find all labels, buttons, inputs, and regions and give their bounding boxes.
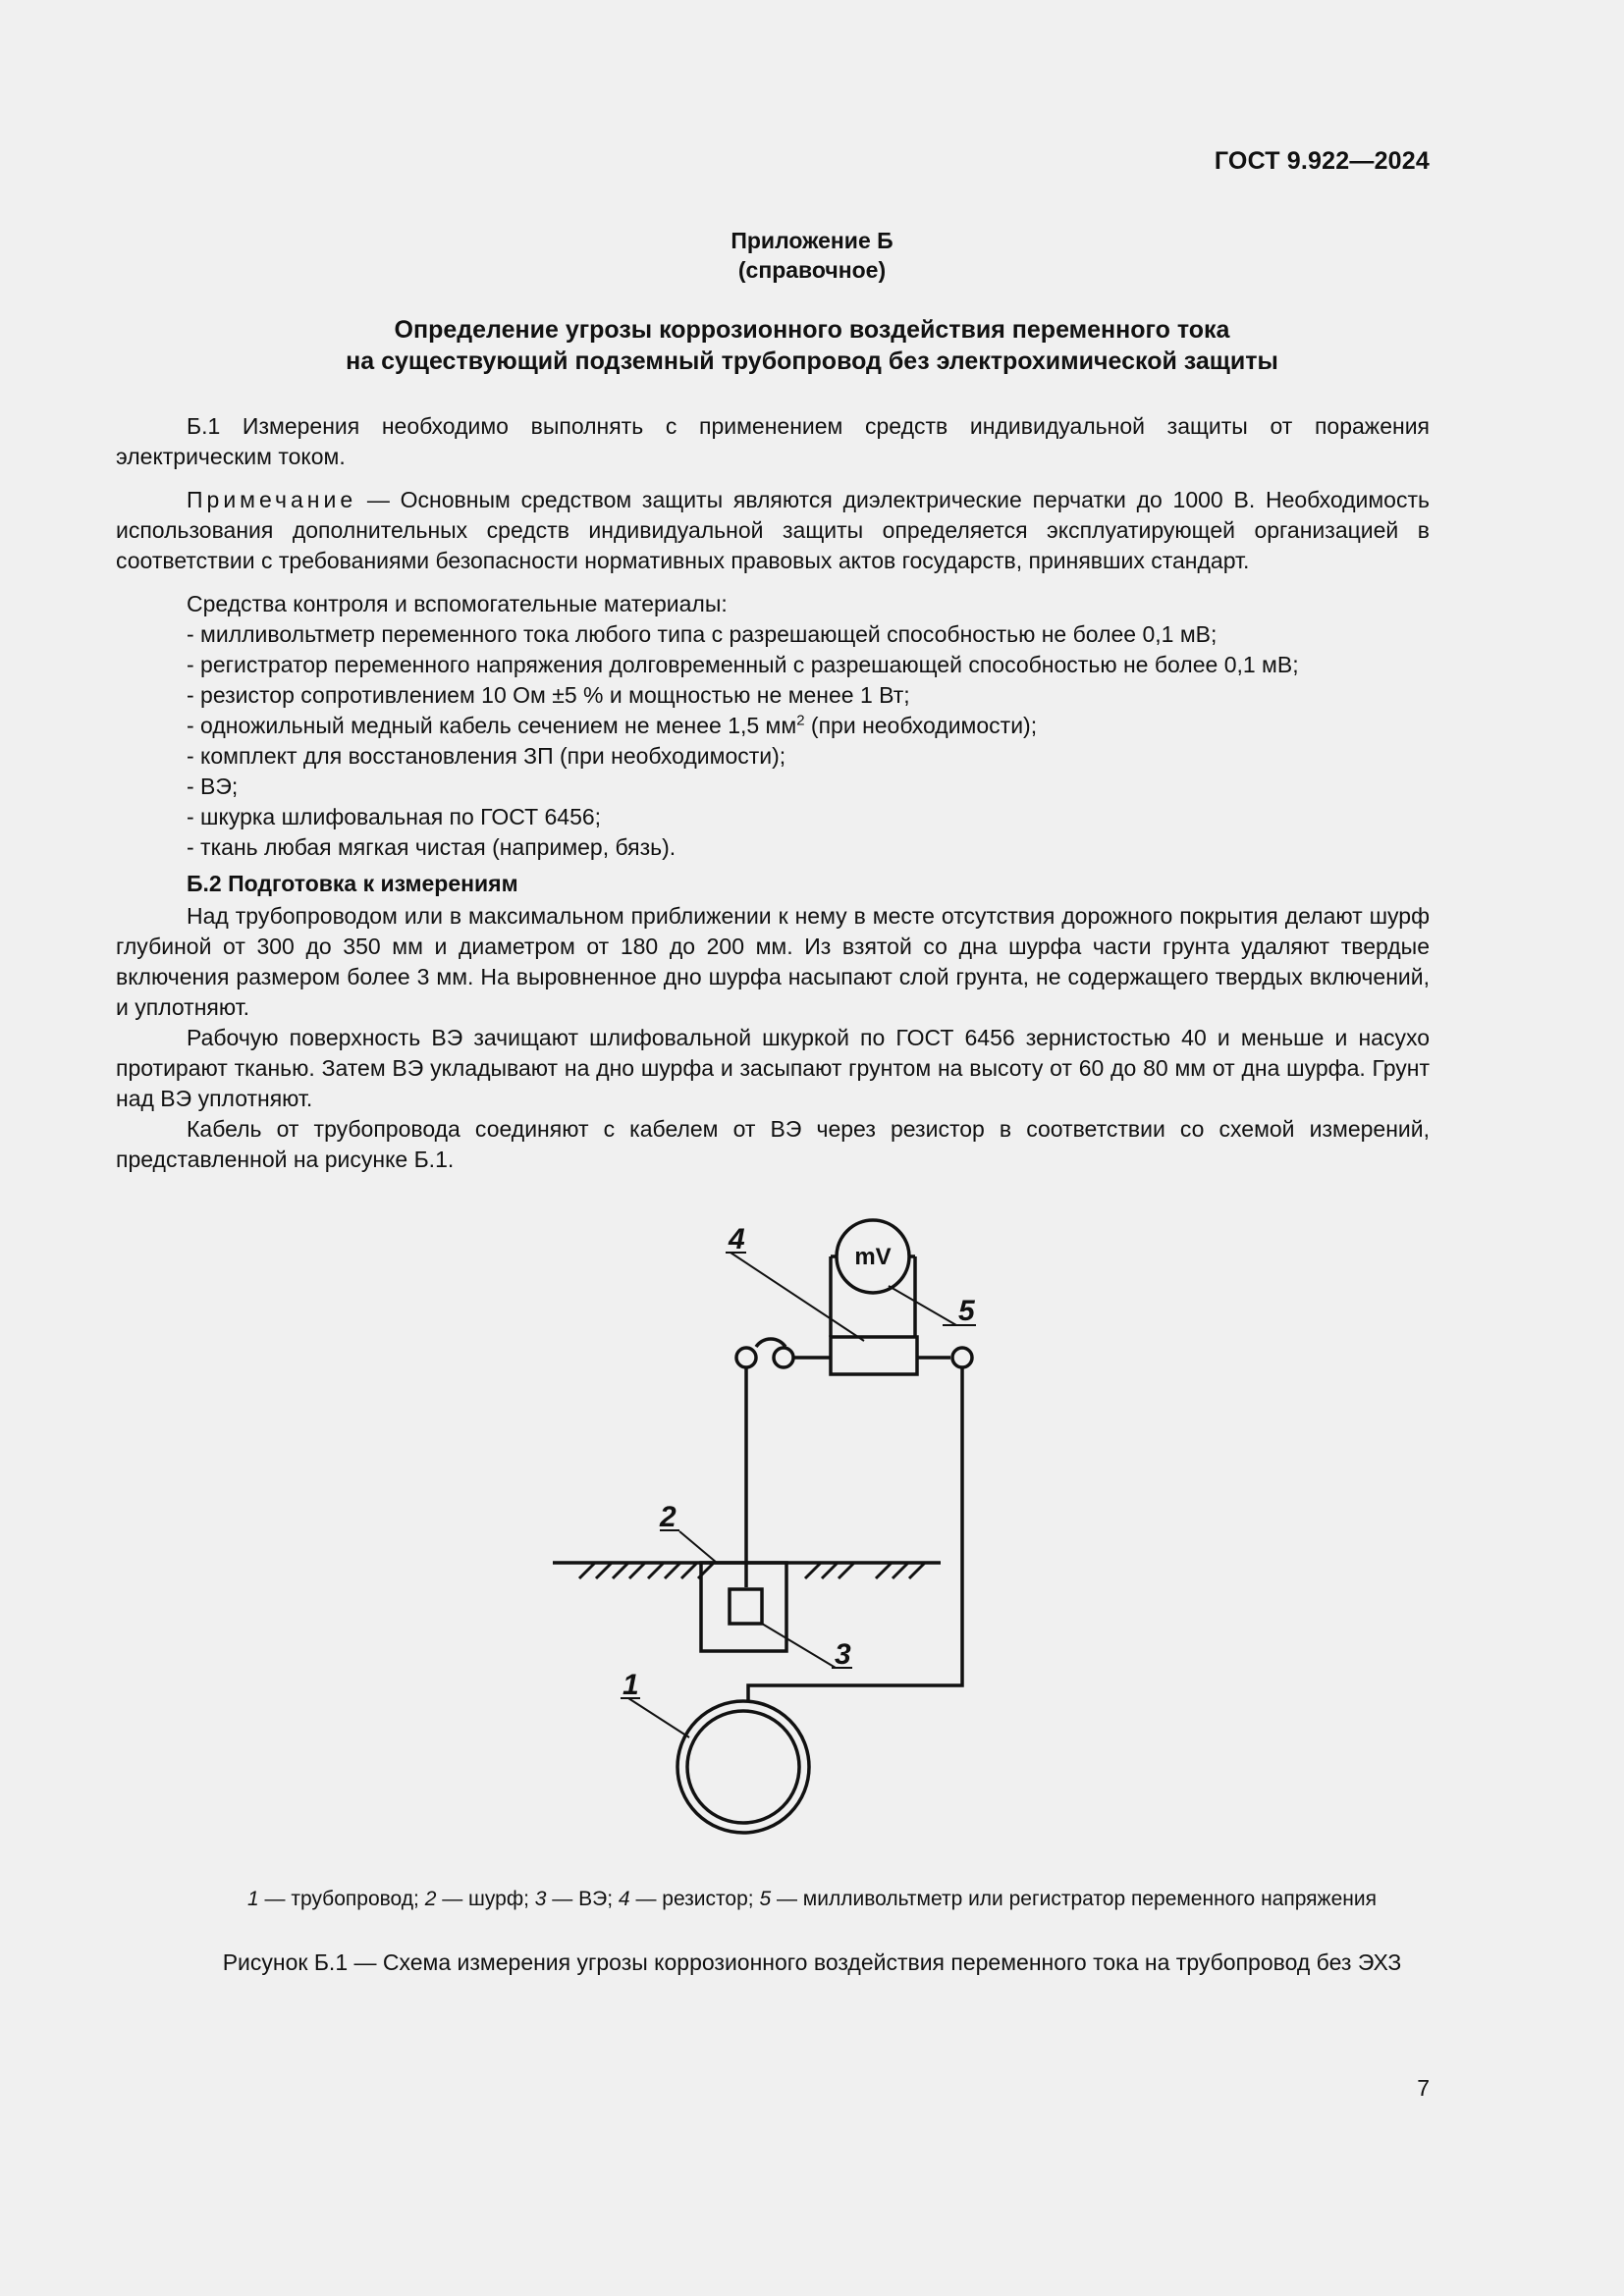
appendix-subtitle: (справочное): [737, 257, 887, 283]
equipment-intro: Средства контроля и вспомогательные материалы:: [187, 591, 728, 616]
note-text: — Основным средством защиты являются диэлектрические перчатки до 1000 В. Необходимость использования дополнительных средств индивидуальной защиты определяется эксплуатирующей организацией в соответствии с требованиями безопасности нормативных правовых актов государств, принявших стандарт.: [116, 487, 1430, 573]
section-title-line-1: Определение угрозы коррозионного воздействия переменного тока: [394, 316, 1230, 344]
list-item: - ВЭ;: [187, 774, 239, 799]
label-2: 2: [660, 1501, 677, 1533]
terminal-left: [736, 1348, 756, 1367]
standard-number: ГОСТ 9.922—2024: [1214, 147, 1430, 175]
list-item: - одножильный медный кабель сечением не менее 1,5 $мм^2$ (при необходимости);: [187, 712, 1038, 738]
ground-hatching: [579, 1563, 925, 1578]
reference-electrode: [730, 1589, 762, 1624]
list-item: - шкурка шлифовальная по ГОСТ 6456;: [187, 804, 602, 829]
note-label: Примечание: [187, 487, 357, 512]
pipeline-outer: [677, 1701, 809, 1833]
superscript: 2: [796, 712, 805, 729]
label-underlines: [621, 1253, 976, 1698]
label-4: 4: [729, 1223, 745, 1255]
section-title-line-2: на существующий подземный трубопровод без электрохимической защиты: [346, 347, 1278, 375]
terminal-right: [952, 1348, 972, 1367]
resistor: [831, 1337, 917, 1374]
label-1: 1: [623, 1669, 639, 1701]
appendix-title: Приложение Б: [731, 228, 893, 253]
list-item: - резистор сопротивлением 10 Ом ±5 % и мощностью не менее 1 Вт;: [187, 682, 910, 708]
list-item: - регистратор переменного напряжения долговременный с разрешающей способностью не более 0,1 мВ;: [187, 652, 1299, 677]
terminal-middle: [774, 1348, 793, 1367]
list-item: - милливольтметр переменного тока любого типа с разрешающей способностью не более 0,1 мВ;: [187, 621, 1218, 647]
meter-label: mV: [854, 1244, 892, 1270]
leader-lines: [628, 1253, 956, 1737]
paragraph-b1: Б.1 Измерения необходимо выполнять с применением средств индивидуальной защиты от поражения электрическим током.: [116, 413, 1430, 469]
label-5: 5: [958, 1295, 975, 1327]
figure-caption: Рисунок Б.1 — Схема измерения угрозы коррозионного воздействия переменного тока на трубопровод без ЭХЗ: [222, 1949, 1402, 1975]
list-item: - комплект для восстановления ЗП (при необходимости);: [187, 743, 786, 769]
page-number: 7: [1417, 2075, 1430, 2101]
paragraph-b2-1: Над трубопроводом или в максимальном приближении к нему в месте отсутствия дорожного покрытия делают шурф глубиной от 300 до 350 мм и диаметром от 180 до 200 мм. Из взятой со дна шурфа части грунта удаляют твердые включения размером более 3 мм. На выровненное дно шурфа насыпают слой грунта, не содержащего твердых включений, и уплотняют.: [116, 903, 1430, 1020]
switch-arc: [756, 1339, 785, 1347]
label-3: 3: [835, 1638, 851, 1671]
pit: [701, 1563, 786, 1651]
paragraph-b2-3: Кабель от трубопровода соединяют с кабелем от ВЭ через резистор в соответствии со схемой измерений, представленной на рисунке Б.1.: [116, 1116, 1430, 1172]
paragraph-b2-2: Рабочую поверхность ВЭ зачищают шлифовальной шкуркой по ГОСТ 6456 зернистостью 40 и меньше и насухо протирают тканью. Затем ВЭ укладывают на дно шурфа и засыпают грунтом на высоту от 60 до 80 мм от дна шурфа. Грунт над ВЭ уплотняют.: [116, 1025, 1430, 1111]
figure-legend: 1 — трубопровод; 2 — шурф; 3 — ВЭ; 4 — резистор; 5 — милливольтметр или регистратор переменного напряжения: [247, 1888, 1377, 1910]
pipeline-inner: [687, 1711, 799, 1823]
list-item: - ткань любая мягкая чистая (например, бязь).: [187, 834, 677, 860]
section-b2-heading: Б.2 Подготовка к измерениям: [187, 871, 518, 896]
